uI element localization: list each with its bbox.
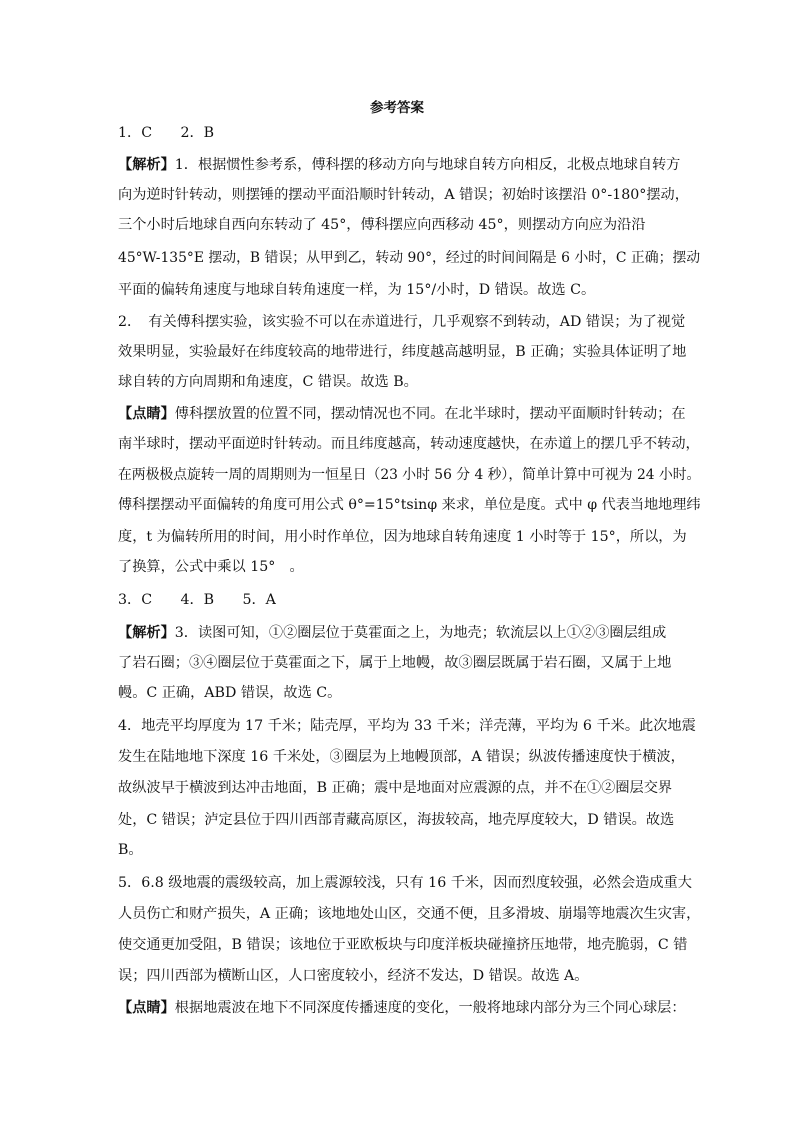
comment-tag: 【点睛】 — [118, 406, 175, 422]
analysis-1-line-4: 45°W-135°E 摆动，B 错误；从甲到乙，转动 90°，经过的时间间隔是 6 小时，C 正确；摆动 — [118, 250, 701, 266]
comment-1-line-2: 南半球时，摆动平面逆时针转动。而且纬度越高，转动速度越快，在赤道上的摆几乎不转动， — [118, 436, 700, 452]
q5-line-3: 使交通更加受阻，B 错误；该地位于亚欧板块与印度洋板块碰撞挤压地带，地壳脆弱，C 错 — [118, 937, 688, 953]
analysis-tag: 【解析】 — [118, 157, 175, 173]
comment-2-line-1 — [118, 998, 686, 1018]
q5-line-2: 人员伤亡和财产损失，A 正确；该地地处山区，交通不便，且多滑坡、崩塌等地震次生灾害， — [118, 906, 701, 922]
comment-2-text-1: 根据地震波在地下不同深度传播速度的变化，一般将地球内部分为三个同心球层： — [174, 1000, 686, 1016]
q4-line-4: 处，C 错误；泸定县位于四川西部青藏高原区，海拔较高，地壳厚度较大，D 错误。故选 — [118, 812, 675, 828]
analysis-2-line-1 — [118, 623, 666, 643]
answer-line-q3-q5: 3．C 4．B 5．A — [118, 592, 276, 608]
analysis-2-line-2: 了岩石圈；③④圈层位于莫霍面之下，属于上地幔，故③圈层既属于岩石圈，又属于上地 — [118, 655, 672, 671]
q5-line-4: 误；四川西部为横断山区，人口密度较小，经济不发达，D 错误。故选 A。 — [118, 968, 589, 984]
analysis-1-text-1: 1．根据惯性参考系，傅科摆的移动方向与地球自转方向相反，北极点地球自转方 — [174, 157, 681, 173]
comment-1-line-6: 了换算，公式中乘以 15° 。 — [118, 559, 304, 575]
q4-line-2: 发生在陆地地下深度 16 千米处，③圈层为上地幔顶部，A 错误；纵波传播速度快于横波， — [118, 749, 685, 765]
analysis-2-text-1: 3．读图可知，①②圈层位于莫霍面之上，为地壳；软流层以上①②③圈层组成 — [174, 625, 667, 641]
answer-line-q1-q2: 1．C 2．B — [118, 125, 215, 141]
comment-1-line-5: 度，t 为偏转所用的时间，用小时作单位，因为地球自转角速度 1 小时等于 15°，所以，为 — [118, 529, 687, 545]
q4-line-5: B。 — [118, 842, 143, 858]
analysis-tag: 【解析】 — [118, 625, 175, 641]
q2-line-1: 2． 有关傅科摆实验，该实验不可以在赤道进行，几乎观察不到转动，AD 错误；为了视觉 — [118, 314, 686, 330]
page-title: 参考答案 — [370, 100, 424, 116]
q2-line-3: 球自转的方向周期和角速度，C 错误。故选 B。 — [118, 374, 418, 390]
comment-tag: 【点睛】 — [118, 1000, 175, 1016]
comment-1-line-3: 在两极极点旋转一周的周期则为一恒星日（23 小时 56 分 4 秒），简单计算中可视为 24 小时。 — [118, 467, 701, 483]
q4-line-1: 4．地壳平均厚度为 17 千米；陆壳厚，平均为 33 千米；洋壳薄，平均为 6 千米。此次地震 — [118, 718, 696, 734]
comment-1-line-1 — [118, 404, 686, 424]
analysis-1-line-5: 平面的偏转角速度与地球自转角速度一样，为 15°/小时，D 错误。故选 C。 — [118, 282, 596, 298]
analysis-1-line-3: 三个小时后地球自西向东转动了 45°，傅科摆应向西移动 45°，则摆动方向应为沿沿 — [118, 217, 646, 233]
comment-1-line-4: 傅科摆摆动平面偏转的角度可用公式 θ°=15°tsinφ 来求，单位是度。式中 φ 代表当地地理纬 — [118, 497, 701, 513]
analysis-2-line-3: 幔。C 正确，ABD 错误，故选 C。 — [118, 685, 342, 701]
q5-line-1: 5．6.8 级地震的震级较高，加上震源较浅，只有 16 千米，因而烈度较强，必然会造成重大 — [118, 875, 692, 891]
analysis-1-line-2: 向为逆时针转动，则摆锤的摆动平面沿顺时针转动，A 错误；初始时该摆沿 0°-180°摆动， — [118, 187, 689, 203]
q4-line-3: 故纵波早于横波到达冲击地面，B 正确；震中是地面对应震源的点，并不在①②圈层交界 — [118, 780, 673, 796]
q2-line-2: 效果明显，实验最好在纬度较高的地带进行，纬度越高越明显，B 正确；实验具体证明了地 — [118, 344, 687, 360]
comment-1-text-1: 傅科摆放置的位置不同，摆动情况也不同。在北半球时，摆动平面顺时针转动；在 — [174, 406, 686, 422]
analysis-1-line-1 — [118, 155, 680, 175]
